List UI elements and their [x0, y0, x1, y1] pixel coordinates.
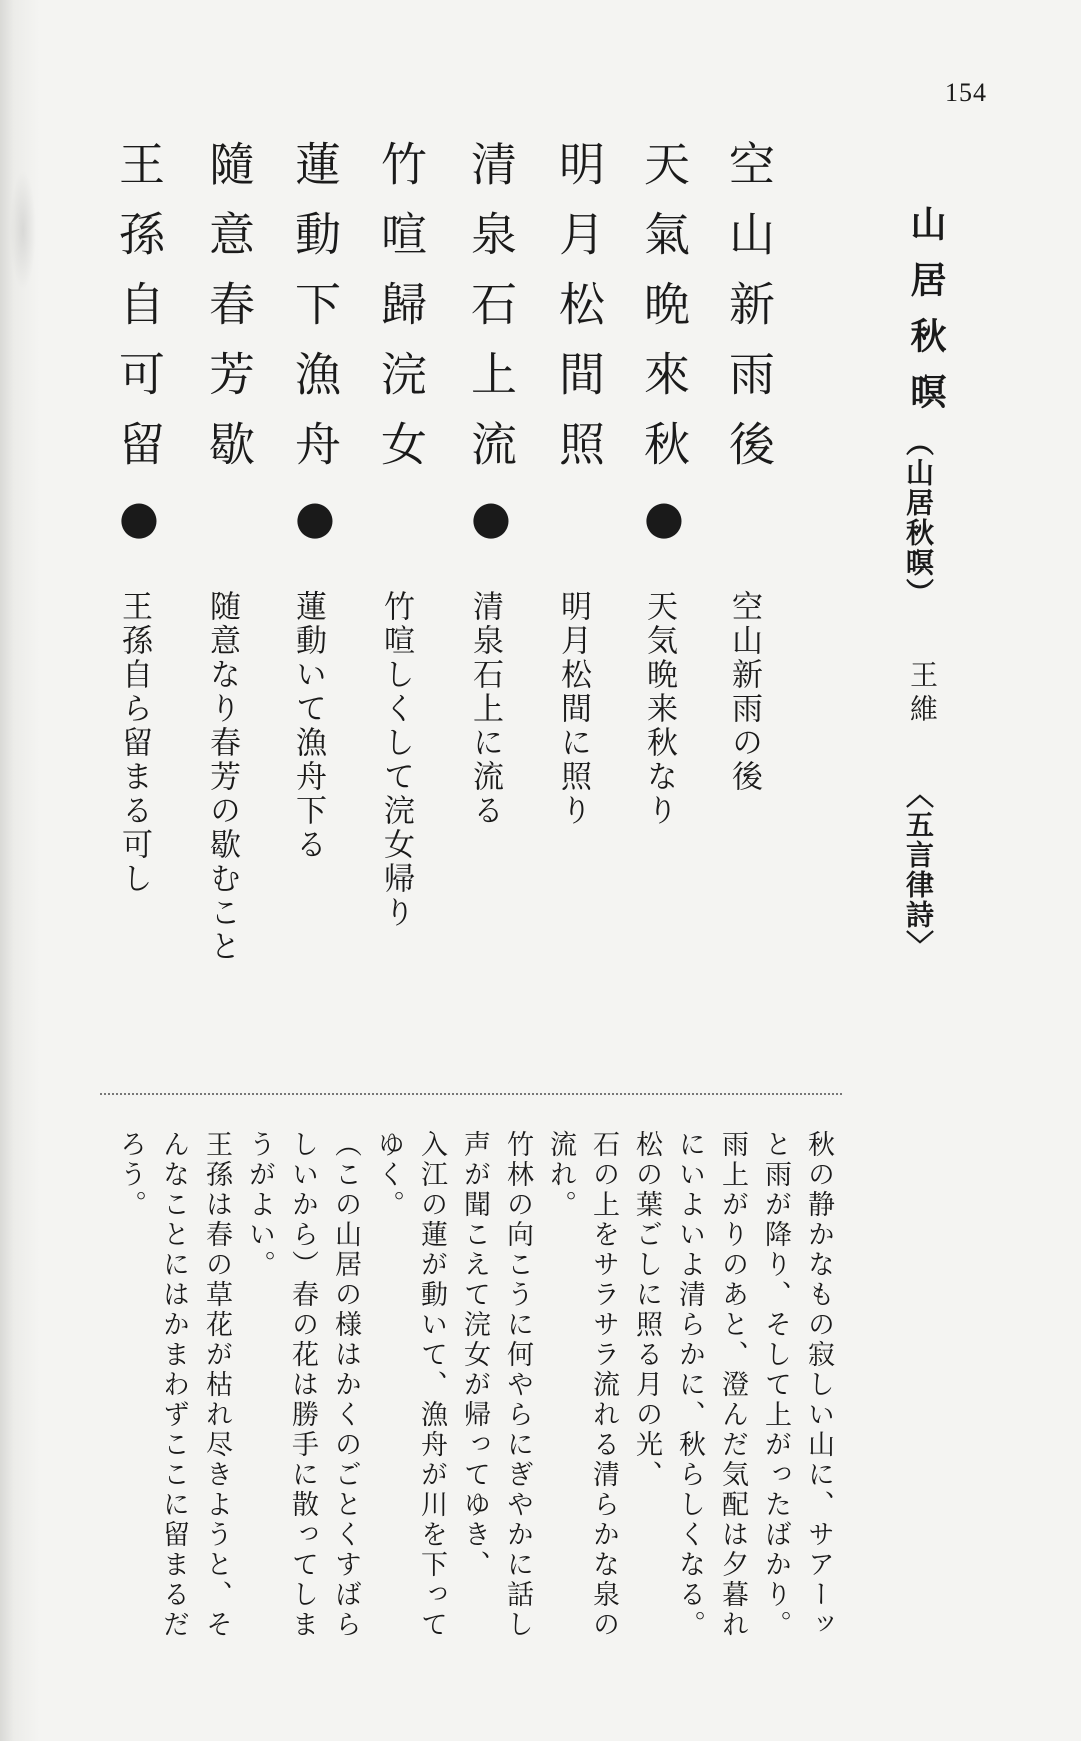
translation-line: ゆく。 [373, 1130, 404, 1220]
kanbun-line: 明月松間照 [552, 140, 606, 490]
kanbun-line: 竹喧歸浣女 [374, 140, 428, 490]
translation-line: 声が聞こえて浣女が帰ってゆき、 [459, 1130, 490, 1580]
kanbun-line: 隨意春芳歇 [202, 140, 256, 490]
binding-shadow [10, 170, 36, 290]
title-reading: （山居秋暝） [902, 428, 935, 608]
kanbun-line: 空山新雨後 [722, 140, 776, 490]
kundoku-line: 王孫自ら留まる可し [116, 590, 152, 896]
translation-line: うがよい。 [244, 1130, 275, 1280]
kundoku-line: 天気晩来秋なり [641, 590, 677, 828]
page-number: 154 [945, 78, 987, 107]
kundoku-line: 空山新雨の後 [726, 590, 762, 794]
translation-line: 入江の蓮が動いて、漁舟が川を下って [416, 1130, 447, 1640]
translation-line: 王孫は春の草花が枯れ尽きようと、そ [201, 1130, 232, 1640]
kundoku-line: 清泉石上に流る [467, 590, 503, 828]
translation-line: んなことにはかまわずここに留まるだ [158, 1130, 189, 1640]
kundoku-line: 明月松間に照り [555, 590, 591, 828]
poem-author: 王維 [906, 660, 939, 728]
translation-line: 松の葉ごしに照る月の光、 [631, 1130, 662, 1490]
kundoku-line: 随意なり春芳の歇むこと [204, 590, 240, 964]
kundoku-line: 蓮動いて漁舟下る [290, 590, 326, 862]
kanbun-line: 蓮動下漁舟● [288, 140, 342, 568]
translation-line: ろう。 [115, 1130, 146, 1220]
translation-line: にいよいよ清らかに、秋らしくなる。 [674, 1130, 705, 1640]
poem-title: 山居秋暝 [905, 205, 946, 429]
translation-line: 石の上をサラサラ流れる清らかな泉の [588, 1130, 619, 1640]
kanbun-line: 王孫自可留● [112, 140, 166, 568]
translation-line: しいから）春の花は勝手に散ってしま [287, 1130, 318, 1640]
translation-line: と雨が降り、そして上がったばかり。 [760, 1130, 791, 1640]
kanbun-line: 清泉石上流● [464, 140, 518, 568]
section-divider [100, 1093, 842, 1095]
translation-line: （この山居の様はかくのごとくすばら [330, 1130, 361, 1640]
translation-line: 竹林の向こうに何やらにぎやかに話し [502, 1130, 533, 1640]
kanbun-line: 天氣晩來秋● [637, 140, 691, 568]
translation-line: 流れ。 [545, 1130, 576, 1220]
translation-line: 秋の静かなもの寂しい山に、サアーッ [803, 1130, 834, 1640]
poem-form: 〈五言律詩〉 [902, 780, 935, 960]
kundoku-line: 竹喧しくして浣女帰り [378, 590, 414, 930]
translation-line: 雨上がりのあと、澄んだ気配は夕暮れ [717, 1130, 748, 1640]
